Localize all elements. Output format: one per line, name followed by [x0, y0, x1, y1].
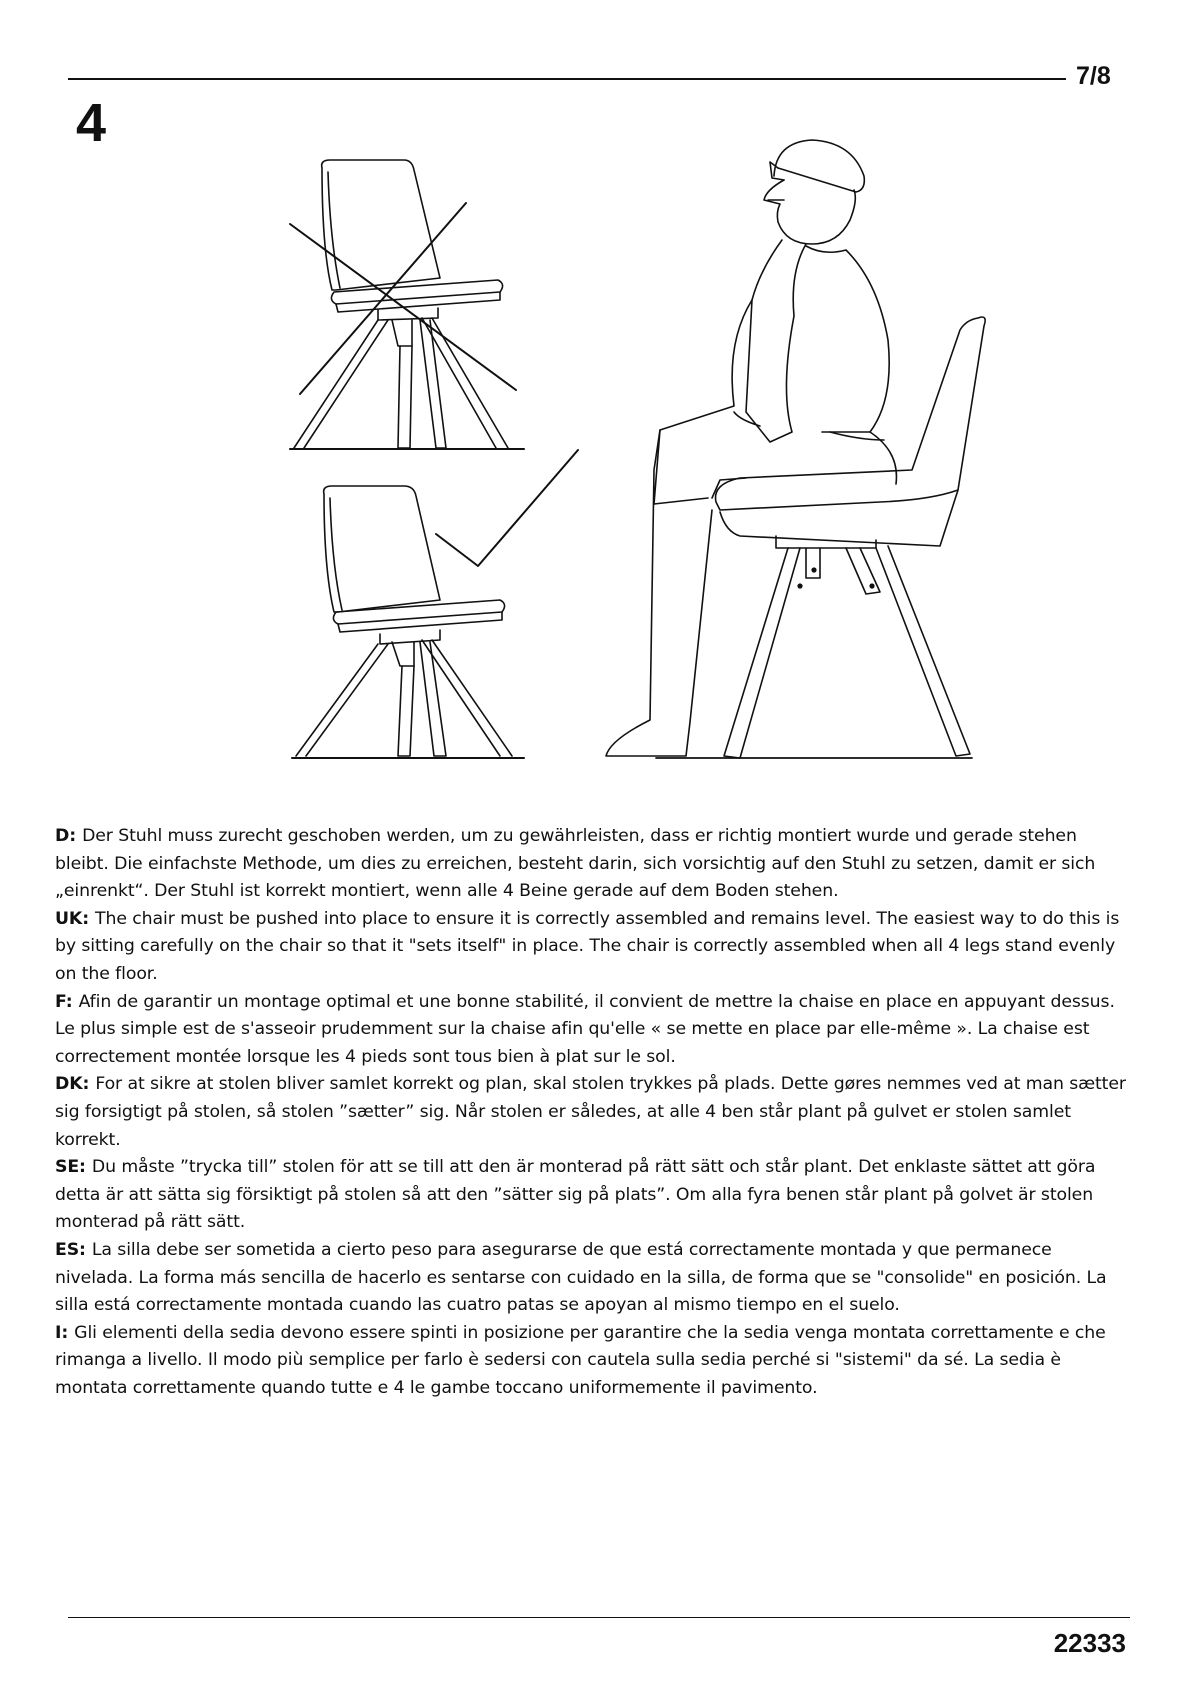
lang-label: F: — [55, 991, 73, 1012]
instruction-it — [55, 1320, 1135, 1403]
footer-rule — [68, 1617, 1130, 1618]
chair-correct — [292, 486, 524, 758]
instruction-text: Der Stuhl muss zurecht geschoben werden, um zu gewährleisten, dass er richtig montiert wurde und gerade stehen bleibt. Die einfachste Methode, um dies zu erreichen, besteht darin, sich vorsichtig auf den Stuhl zu setzen, damit er sich „einrenkt“. Der Stuhl ist korrekt montiert, wenn alle 4 Beine gerade auf dem Boden stehen. — [55, 826, 1096, 902]
instruction-uk — [55, 906, 1135, 989]
instruction-text: The chair must be pushed into place to ensure it is correctly assembled and remains level. The easiest way to do this is by sitting carefully on the chair so that it "sets itself" in place. The chair is correctly assembled when all 4 legs stand evenly on the floor. — [55, 908, 1120, 984]
chair-with-seated-person — [606, 140, 985, 758]
lang-label: D: — [55, 826, 77, 846]
instruction-es — [55, 1237, 1135, 1320]
lang-label: SE: — [55, 1157, 86, 1178]
instruction-de — [55, 823, 1135, 906]
instruction-text: Afin de garantir un montage optimal et une bonne stabilité, il convient de mettre la chaise en place en appuyant dessus. Le plus simple est de s'asseoir prudemment sur la chaise afin qu'elle « se mette en place par elle-même ». La chaise est correctement montée lorsque les 4 pieds sont tous bien à plat sur le sol. — [55, 991, 1115, 1067]
instruction-se — [55, 1154, 1135, 1237]
lang-label: I: — [55, 1322, 69, 1343]
instruction-text: For at sikre at stolen bliver samlet korrekt og plan, skal stolen trykkes på plads. Dette gøres nemmes ved at man sætter sig forsigtigt på stolen, så stolen ”sætter” sig. Når stolen er således, at alle 4 ben står plant på gulvet er stolen samlet korrekt. — [55, 1074, 1126, 1150]
instruction-text: Du måste ”trycka till” stolen för att se till att den är monterad på rätt sätt och står plant. Det enklaste sättet att göra detta är att sätta sig försiktigt på stolen så att den ”sätter sig på plats”. Om alla fyra benen står plant på golvet är stolen monterad på rätt sätt. — [55, 1157, 1096, 1233]
instruction-text: Gli elementi della sedia devono essere spinti in posizione per garantire che la sedia venga montata correttamente e che rimanga a livello. Il modo più semplice per farlo è sedersi con cautela sulla sedia perché si "sistemi" da sé. La sedia è montata correttamente quando tutte e 4 le gambe toccano uniformemente il pavimento. — [55, 1322, 1106, 1398]
instruction-dk — [55, 1071, 1135, 1154]
instruction-fr — [55, 989, 1135, 1072]
correct-check-icon — [436, 450, 578, 566]
chair-incorrect — [290, 160, 524, 449]
step-number: 4 — [76, 93, 107, 153]
document-number: 22333 — [1053, 1628, 1126, 1658]
page-indicator: 7/8 — [1076, 62, 1111, 90]
assembly-illustration — [0, 0, 1190, 800]
instructions-block — [55, 823, 1135, 1402]
lang-label: UK: — [55, 908, 90, 929]
lang-label: ES: — [55, 1239, 86, 1260]
lang-label: DK: — [55, 1074, 90, 1095]
instruction-text: La silla debe ser sometida a cierto peso para asegurarse de que está correctamente montada y que permanece nivelada. La forma más sencilla de hacerlo es sentarse con cuidado en la silla, de forma que se "consolide" en posición. La silla está correctamente montada cuando las cuatro patas se apoyan al mismo tiempo en el suelo. — [55, 1239, 1107, 1316]
